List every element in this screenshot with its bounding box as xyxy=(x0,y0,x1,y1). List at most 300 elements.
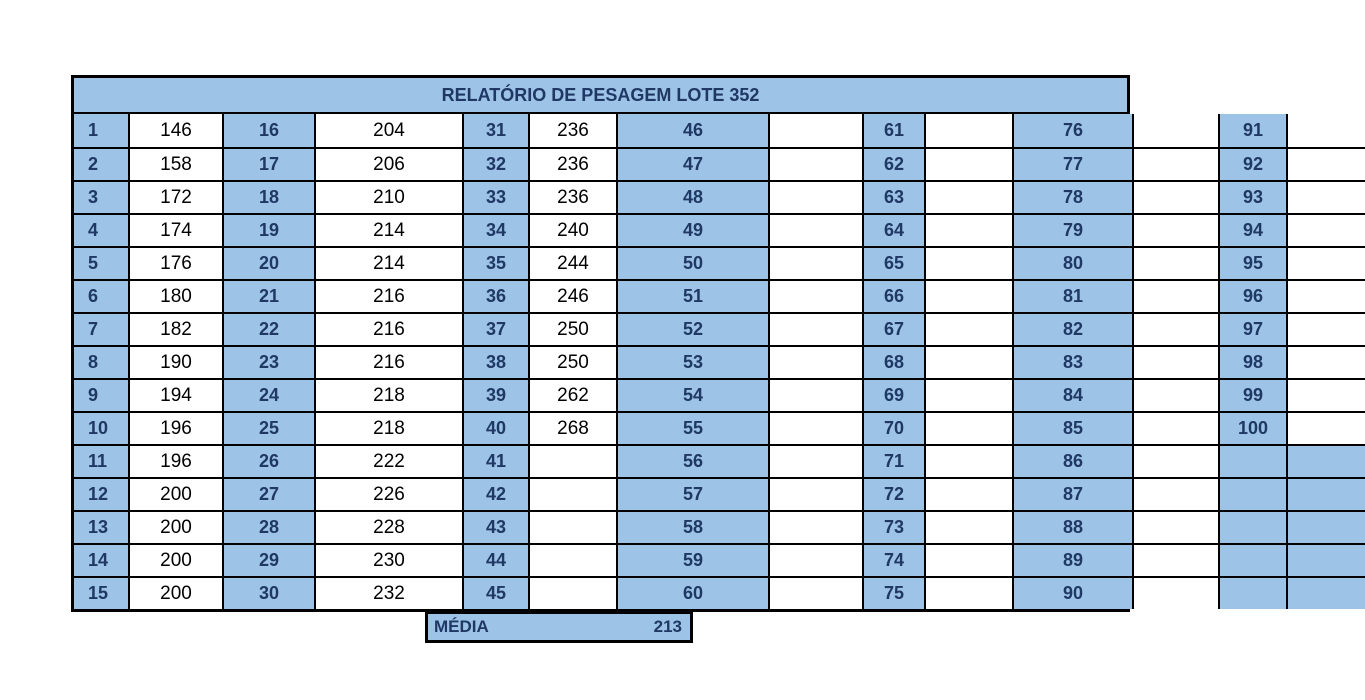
table-row xyxy=(618,576,862,609)
table-row xyxy=(1220,378,1365,411)
animal-number-cell: 80 xyxy=(1014,248,1134,279)
table-row xyxy=(1220,576,1365,609)
table-row xyxy=(224,444,462,477)
table-row xyxy=(464,477,616,510)
animal-number-cell: 90 xyxy=(1014,578,1134,609)
animal-number-cell: 45 xyxy=(464,578,530,609)
weighing-report-table xyxy=(71,75,1269,612)
weight-cell: 236 xyxy=(530,182,616,213)
table-row xyxy=(618,345,862,378)
table-row xyxy=(1014,345,1218,378)
table-row xyxy=(1014,246,1218,279)
weight-cell: 200 xyxy=(130,545,222,576)
table-row xyxy=(864,114,1012,147)
table-row xyxy=(74,246,222,279)
weight-cell: 236 xyxy=(530,149,616,180)
table-row xyxy=(74,477,222,510)
weight-cell: 196 xyxy=(130,446,222,477)
animal-number-cell: 44 xyxy=(464,545,530,576)
weight-cell xyxy=(926,347,1012,378)
weight-cell xyxy=(770,578,862,609)
animal-number-cell: 61 xyxy=(864,114,926,147)
weight-cell xyxy=(1288,182,1365,213)
animal-number-cell: 82 xyxy=(1014,314,1134,345)
table-row xyxy=(1014,147,1218,180)
table-row xyxy=(864,345,1012,378)
weight-cell xyxy=(770,248,862,279)
weight-cell: 194 xyxy=(130,380,222,411)
animal-number-cell: 56 xyxy=(618,446,770,477)
table-row xyxy=(224,378,462,411)
weight-cell: 218 xyxy=(316,380,462,411)
table-row xyxy=(74,147,222,180)
animal-number-cell: 50 xyxy=(618,248,770,279)
table-row xyxy=(1220,147,1365,180)
weight-cell xyxy=(770,215,862,246)
animal-number-cell: 93 xyxy=(1220,182,1288,213)
weight-cell xyxy=(1288,578,1365,609)
table-row xyxy=(464,444,616,477)
table-row xyxy=(1220,246,1365,279)
weight-cell: 174 xyxy=(130,215,222,246)
column-group xyxy=(1012,114,1218,609)
animal-number-cell: 52 xyxy=(618,314,770,345)
weight-cell xyxy=(530,578,616,609)
weight-cell: 236 xyxy=(530,114,616,147)
table-row xyxy=(864,180,1012,213)
animal-number-cell: 92 xyxy=(1220,149,1288,180)
table-row xyxy=(224,180,462,213)
weight-cell: 244 xyxy=(530,248,616,279)
average-value: 213 xyxy=(653,617,682,636)
table-row xyxy=(464,576,616,609)
animal-number-cell: 35 xyxy=(464,248,530,279)
weight-cell xyxy=(1288,380,1365,411)
table-row xyxy=(618,180,862,213)
weight-cell xyxy=(1134,314,1218,345)
animal-number-cell: 65 xyxy=(864,248,926,279)
weight-cell xyxy=(1288,512,1365,543)
animal-number-cell: 1 xyxy=(74,114,130,147)
weight-cell xyxy=(770,114,862,147)
table-row xyxy=(1220,213,1365,246)
column-group xyxy=(74,114,222,609)
weight-cell xyxy=(530,479,616,510)
weight-cell: 196 xyxy=(130,413,222,444)
weight-cell xyxy=(926,281,1012,312)
table-row xyxy=(864,543,1012,576)
column-group xyxy=(222,114,462,609)
table-row xyxy=(464,147,616,180)
weight-cell: 214 xyxy=(316,215,462,246)
weight-cell: 200 xyxy=(130,479,222,510)
weight-cell: 226 xyxy=(316,479,462,510)
table-row xyxy=(618,543,862,576)
table-row xyxy=(618,114,862,147)
animal-number-cell: 32 xyxy=(464,149,530,180)
animal-number-cell: 59 xyxy=(618,545,770,576)
table-row xyxy=(224,576,462,609)
animal-number-cell: 34 xyxy=(464,215,530,246)
animal-number-cell: 96 xyxy=(1220,281,1288,312)
table-row xyxy=(224,477,462,510)
table-row xyxy=(224,213,462,246)
weight-cell xyxy=(530,512,616,543)
table-row xyxy=(864,213,1012,246)
animal-number-cell: 30 xyxy=(224,578,316,609)
weight-cell xyxy=(770,380,862,411)
animal-number-cell: 12 xyxy=(74,479,130,510)
weight-cell xyxy=(770,545,862,576)
table-row xyxy=(864,279,1012,312)
animal-number-cell: 6 xyxy=(74,281,130,312)
table-row xyxy=(1220,411,1365,444)
table-row xyxy=(1014,576,1218,609)
animal-number-cell: 42 xyxy=(464,479,530,510)
weight-cell xyxy=(1288,215,1365,246)
weight-cell xyxy=(926,215,1012,246)
animal-number-cell: 24 xyxy=(224,380,316,411)
weight-cell: 246 xyxy=(530,281,616,312)
animal-number-cell: 55 xyxy=(618,413,770,444)
weight-cell xyxy=(1134,281,1218,312)
table-row xyxy=(224,543,462,576)
table-row xyxy=(618,510,862,543)
weight-cell xyxy=(770,281,862,312)
animal-number-cell: 79 xyxy=(1014,215,1134,246)
weight-cell: 216 xyxy=(316,314,462,345)
weight-cell xyxy=(1288,413,1365,444)
weight-cell xyxy=(1288,545,1365,576)
weight-cell xyxy=(770,413,862,444)
table-row xyxy=(1014,312,1218,345)
weight-cell: 190 xyxy=(130,347,222,378)
animal-number-cell: 38 xyxy=(464,347,530,378)
animal-number-cell: 17 xyxy=(224,149,316,180)
animal-number-cell: 89 xyxy=(1014,545,1134,576)
animal-number-cell: 16 xyxy=(224,114,316,147)
table-row xyxy=(74,411,222,444)
weight-cell xyxy=(1288,149,1365,180)
weight-cell: 214 xyxy=(316,248,462,279)
weight-cell: 146 xyxy=(130,114,222,147)
weight-cell xyxy=(770,512,862,543)
animal-number-cell: 48 xyxy=(618,182,770,213)
table-row xyxy=(1014,114,1218,147)
weight-cell xyxy=(770,149,862,180)
weight-cell xyxy=(1134,413,1218,444)
table-row xyxy=(618,246,862,279)
weight-cell: 182 xyxy=(130,314,222,345)
weight-cell: 228 xyxy=(316,512,462,543)
animal-number-cell: 13 xyxy=(74,512,130,543)
table-row xyxy=(618,477,862,510)
animal-number-cell: 27 xyxy=(224,479,316,510)
table-row xyxy=(1014,279,1218,312)
table-row xyxy=(74,543,222,576)
weight-cell xyxy=(1288,347,1365,378)
animal-number-cell: 67 xyxy=(864,314,926,345)
animal-number-cell: 63 xyxy=(864,182,926,213)
table-row xyxy=(618,444,862,477)
table-row xyxy=(1014,180,1218,213)
animal-number-cell: 46 xyxy=(618,114,770,147)
weight-cell: 250 xyxy=(530,314,616,345)
table-row xyxy=(224,246,462,279)
table-row xyxy=(224,114,462,147)
weight-cell xyxy=(1134,215,1218,246)
table-row xyxy=(464,312,616,345)
table-row xyxy=(1220,510,1365,543)
animal-number-cell: 54 xyxy=(618,380,770,411)
table-row xyxy=(74,180,222,213)
animal-number-cell: 81 xyxy=(1014,281,1134,312)
table-row xyxy=(618,147,862,180)
weight-cell xyxy=(1288,281,1365,312)
table-row xyxy=(864,477,1012,510)
weight-cell: 262 xyxy=(530,380,616,411)
animal-number-cell: 26 xyxy=(224,446,316,477)
column-group xyxy=(462,114,616,609)
column-group xyxy=(862,114,1012,609)
weight-cell xyxy=(926,149,1012,180)
animal-number-cell: 74 xyxy=(864,545,926,576)
table-row xyxy=(224,312,462,345)
animal-number-cell: 83 xyxy=(1014,347,1134,378)
weight-cell xyxy=(926,413,1012,444)
animal-number-cell xyxy=(1220,479,1288,510)
weight-cell xyxy=(1134,446,1218,477)
weight-cell xyxy=(1134,479,1218,510)
weight-cell: 250 xyxy=(530,347,616,378)
animal-number-cell: 88 xyxy=(1014,512,1134,543)
animal-number-cell xyxy=(1220,545,1288,576)
animal-number-cell: 20 xyxy=(224,248,316,279)
weight-cell xyxy=(770,347,862,378)
average-label: MÉDIA xyxy=(434,617,489,636)
weight-cell: 200 xyxy=(130,578,222,609)
animal-number-cell: 53 xyxy=(618,347,770,378)
table-row xyxy=(864,411,1012,444)
table-row xyxy=(74,114,222,147)
weight-cell xyxy=(926,545,1012,576)
animal-number-cell: 94 xyxy=(1220,215,1288,246)
animal-number-cell: 28 xyxy=(224,512,316,543)
average-box xyxy=(425,611,693,643)
table-row xyxy=(1014,510,1218,543)
animal-number-cell: 43 xyxy=(464,512,530,543)
weight-cell xyxy=(1134,380,1218,411)
table-row xyxy=(74,345,222,378)
animal-number-cell: 69 xyxy=(864,380,926,411)
animal-number-cell: 100 xyxy=(1220,413,1288,444)
weight-cell xyxy=(926,314,1012,345)
animal-number-cell: 98 xyxy=(1220,347,1288,378)
weight-cell: 222 xyxy=(316,446,462,477)
table-row xyxy=(618,213,862,246)
weight-cell xyxy=(1288,114,1365,147)
weight-cell xyxy=(926,182,1012,213)
table-row xyxy=(74,213,222,246)
animal-number-cell: 64 xyxy=(864,215,926,246)
weight-cell xyxy=(926,380,1012,411)
table-row xyxy=(618,378,862,411)
table-row xyxy=(224,345,462,378)
table-row xyxy=(864,312,1012,345)
animal-number-cell: 7 xyxy=(74,314,130,345)
table-row xyxy=(464,378,616,411)
animal-number-cell: 60 xyxy=(618,578,770,609)
animal-number-cell: 33 xyxy=(464,182,530,213)
weight-cell xyxy=(926,578,1012,609)
weight-cell: 200 xyxy=(130,512,222,543)
weight-cell xyxy=(1134,512,1218,543)
weight-cell: 218 xyxy=(316,413,462,444)
animal-number-cell: 3 xyxy=(74,182,130,213)
weight-cell xyxy=(530,545,616,576)
animal-number-cell: 71 xyxy=(864,446,926,477)
weight-cell: 176 xyxy=(130,248,222,279)
animal-number-cell: 49 xyxy=(618,215,770,246)
weight-cell xyxy=(1134,545,1218,576)
animal-number-cell: 19 xyxy=(224,215,316,246)
animal-number-cell: 39 xyxy=(464,380,530,411)
weight-cell: 216 xyxy=(316,281,462,312)
animal-number-cell xyxy=(1220,446,1288,477)
table-row xyxy=(1220,477,1365,510)
weight-cell: 158 xyxy=(130,149,222,180)
animal-number-cell: 68 xyxy=(864,347,926,378)
table-row xyxy=(618,279,862,312)
animal-number-cell: 72 xyxy=(864,479,926,510)
animal-number-cell: 85 xyxy=(1014,413,1134,444)
animal-number-cell xyxy=(1220,578,1288,609)
animal-number-cell: 51 xyxy=(618,281,770,312)
table-row xyxy=(464,213,616,246)
animal-number-cell: 40 xyxy=(464,413,530,444)
animal-number-cell: 2 xyxy=(74,149,130,180)
table-row xyxy=(1014,477,1218,510)
table-row xyxy=(1220,279,1365,312)
animal-number-cell: 78 xyxy=(1014,182,1134,213)
animal-number-cell xyxy=(1220,512,1288,543)
table-row xyxy=(464,411,616,444)
table-row xyxy=(464,510,616,543)
table-row xyxy=(1220,345,1365,378)
animal-number-cell: 11 xyxy=(74,446,130,477)
weight-cell: 206 xyxy=(316,149,462,180)
animal-number-cell: 86 xyxy=(1014,446,1134,477)
table-row xyxy=(1014,444,1218,477)
animal-number-cell: 9 xyxy=(74,380,130,411)
weight-cell xyxy=(1134,114,1218,147)
table-row xyxy=(1220,312,1365,345)
table-row xyxy=(1014,543,1218,576)
animal-number-cell: 18 xyxy=(224,182,316,213)
table-row xyxy=(1220,114,1365,147)
weight-cell xyxy=(926,446,1012,477)
weight-cell xyxy=(1134,248,1218,279)
table-row xyxy=(464,246,616,279)
weight-cell xyxy=(1134,347,1218,378)
animal-number-cell: 66 xyxy=(864,281,926,312)
column-group xyxy=(616,114,862,609)
animal-number-cell: 8 xyxy=(74,347,130,378)
table-row xyxy=(864,444,1012,477)
weight-cell: 210 xyxy=(316,182,462,213)
weight-cell: 180 xyxy=(130,281,222,312)
animal-number-cell: 84 xyxy=(1014,380,1134,411)
report-grid xyxy=(74,114,1269,609)
weight-cell xyxy=(1134,149,1218,180)
animal-number-cell: 37 xyxy=(464,314,530,345)
animal-number-cell: 91 xyxy=(1220,114,1288,147)
weight-cell xyxy=(1288,314,1365,345)
animal-number-cell: 62 xyxy=(864,149,926,180)
animal-number-cell: 75 xyxy=(864,578,926,609)
table-row xyxy=(464,114,616,147)
table-row xyxy=(464,180,616,213)
table-row xyxy=(618,411,862,444)
table-row xyxy=(464,279,616,312)
animal-number-cell: 10 xyxy=(74,413,130,444)
table-row xyxy=(464,345,616,378)
table-row xyxy=(1014,378,1218,411)
animal-number-cell: 41 xyxy=(464,446,530,477)
animal-number-cell: 23 xyxy=(224,347,316,378)
table-row xyxy=(74,576,222,609)
table-row xyxy=(864,378,1012,411)
table-row xyxy=(1014,411,1218,444)
weight-cell xyxy=(530,446,616,477)
table-row xyxy=(74,279,222,312)
weight-cell xyxy=(770,446,862,477)
animal-number-cell: 95 xyxy=(1220,248,1288,279)
animal-number-cell: 76 xyxy=(1014,114,1134,147)
table-row xyxy=(74,378,222,411)
table-row xyxy=(864,576,1012,609)
table-row xyxy=(224,510,462,543)
table-row xyxy=(1220,444,1365,477)
animal-number-cell: 99 xyxy=(1220,380,1288,411)
table-row xyxy=(864,510,1012,543)
table-row xyxy=(74,312,222,345)
table-row xyxy=(224,279,462,312)
weight-cell: 172 xyxy=(130,182,222,213)
weight-cell xyxy=(926,248,1012,279)
animal-number-cell: 97 xyxy=(1220,314,1288,345)
weight-cell xyxy=(926,114,1012,147)
animal-number-cell: 36 xyxy=(464,281,530,312)
report-title: RELATÓRIO DE PESAGEM LOTE 352 xyxy=(74,78,1127,114)
animal-number-cell: 29 xyxy=(224,545,316,576)
weight-cell xyxy=(770,314,862,345)
weight-cell xyxy=(1288,479,1365,510)
table-row xyxy=(1014,213,1218,246)
animal-number-cell: 5 xyxy=(74,248,130,279)
animal-number-cell: 21 xyxy=(224,281,316,312)
animal-number-cell: 57 xyxy=(618,479,770,510)
animal-number-cell: 87 xyxy=(1014,479,1134,510)
table-row xyxy=(864,246,1012,279)
table-row xyxy=(464,543,616,576)
animal-number-cell: 4 xyxy=(74,215,130,246)
table-row xyxy=(74,510,222,543)
weight-cell xyxy=(1288,446,1365,477)
weight-cell: 232 xyxy=(316,578,462,609)
animal-number-cell: 22 xyxy=(224,314,316,345)
animal-number-cell: 70 xyxy=(864,413,926,444)
